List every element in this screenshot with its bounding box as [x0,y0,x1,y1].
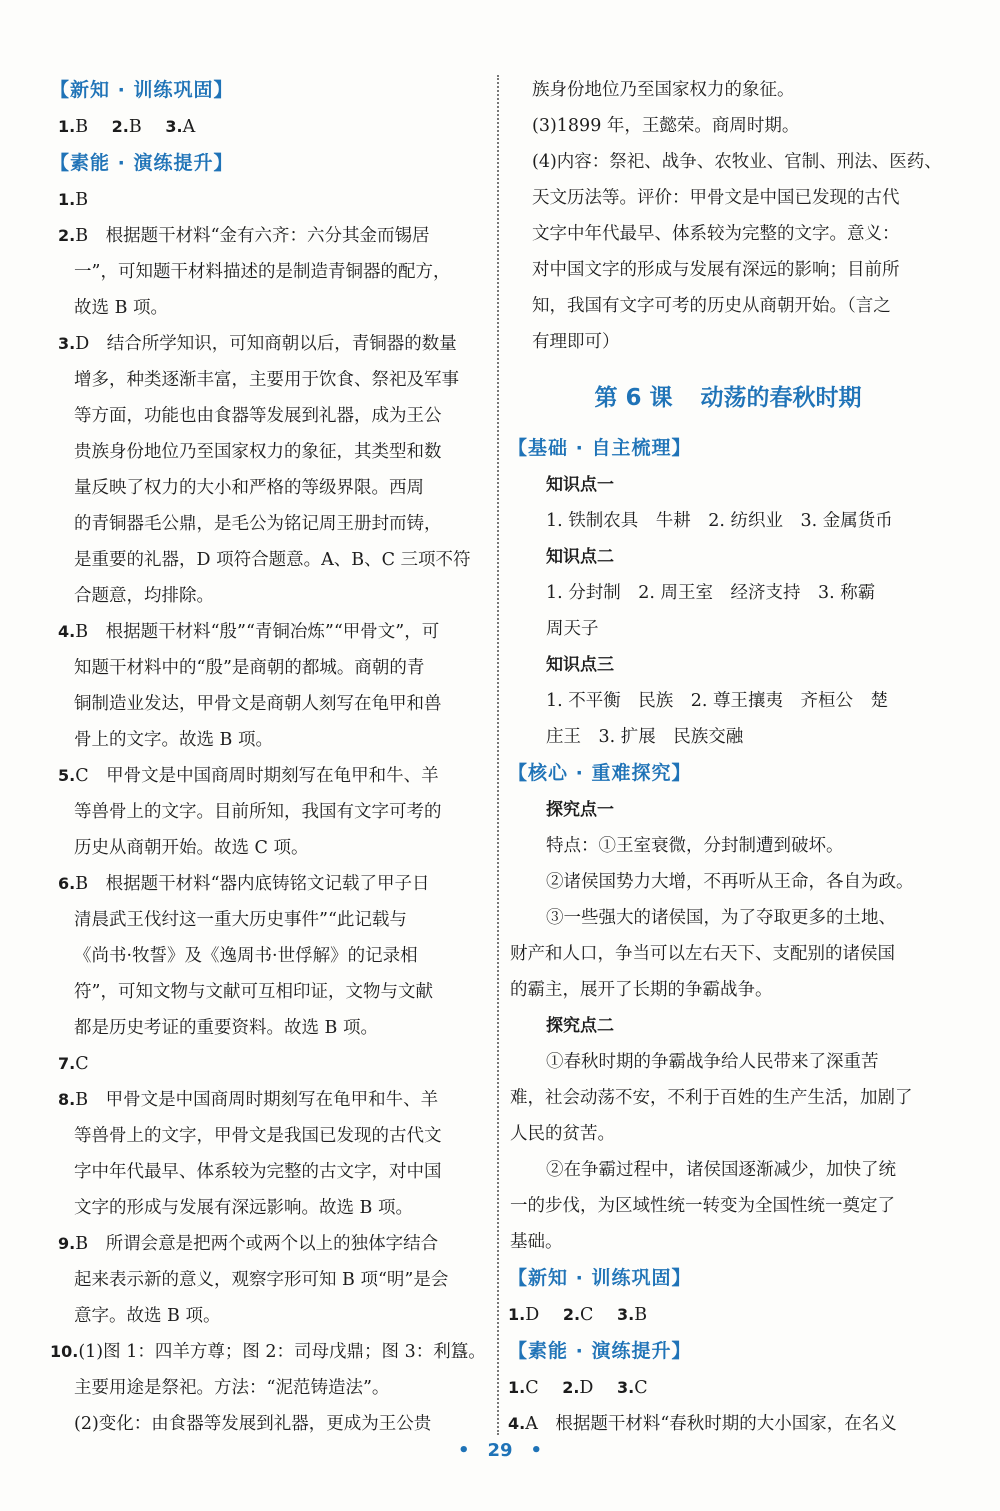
knowledge-point-1-title: 知识点一 [546,475,614,495]
xinzhi-answers-left: 1.B 2.B 3.A [58,117,196,137]
inquiry-point-2-line-1: ①春秋时期的争霸战争给人民带来了深重苦 [546,1052,879,1072]
answer-item-7: 7.C [58,1054,89,1074]
answer-item-3: 3.D 结合所学知识，可知商朝以后，青铜器的数量 增多，种类逐渐丰富，主要用于饮食、祭祀及军事 等方面，功能也由食器等发展到礼器，成为王公 贵族身份地位乃至国家权力的象征，其类型和数 量反映了权力的大小和严格的等级界限。西周 的青铜器毛公鼎，是毛公为铭记周王册封而铸， 是重要的礼器，D 项符合题意。A、B、C 三项不符 合题意，均排除。 [58,334,471,606]
inquiry-point-1-line-1: 特点：①王室衰微，分封制遭到破坏。 [546,836,844,856]
inquiry-point-2-title: 探究点二 [546,1016,614,1036]
answer-item-4: 4.B 根据题干材料“殷”“青铜冶炼”“甲骨文”，可 知题干材料中的“殷”是商朝的都城。商朝的青 铜制造业发达，甲骨文是商朝人刻写在龟甲和兽 骨上的文字。故选 B 项。 [58,622,442,750]
inquiry-point-1-line-5: 的霸主，展开了长期的争霸战争。 [510,980,773,1000]
answer-item-8: 8.B 甲骨文是中国商周时期刻写在龟甲和牛、羊 等兽骨上的文字，甲骨文是我国已发现的古代文 字中年代最早、体系较为完整的古文字，对中国 文字的形成与发展有深远影响。故选 B 项。 [58,1090,442,1218]
section-header-suneng: 【素能 · 演练提升】 [50,152,234,174]
answer-item-10-continued: 族身份地位乃至国家权力的象征。 (3)1899 年，王懿荣。商周时期。 (4)内容：祭祀、战争、农牧业、官制、刑法、医药、 天文历法等。评价：甲骨文是中国已发现的古代 文字中年代最早、体系较为完整的文字。意义： 对中国文字的形成与发展有深远的影响；目前所 知，我国有文字可考的历史从商朝开始。（言之 有理即可） [532,80,942,352]
answer-item-10: 10.(1)图 1：四羊方尊；图 2：司母戊鼎；图 3：利簋。 主要用途是祭祀。方法：“泥范铸造法”。 (2)变化：由食器等发展到礼器，更成为王公贵 [50,1342,486,1434]
right-column [508,72,948,1442]
inquiry-point-2-line-4: ②在争霸过程中，诸侯国逐渐减少，加快了统 [546,1160,896,1180]
inquiry-point-1-line-4: 财产和人口，争当可以左右天下、支配别的诸侯国 [510,944,895,964]
knowledge-point-3-title: 知识点三 [546,655,614,675]
section-header-suneng-right: 【素能 · 演练提升】 [508,1340,692,1362]
section-header-xinzhi-right: 【新知 · 训练巩固】 [508,1267,692,1289]
inquiry-point-1-line-3: ③一些强大的诸侯国，为了夺取更多的土地、 [546,908,896,928]
section-header-hexin: 【核心 · 重难探究】 [508,762,692,784]
answer-item-1: 1.B [58,190,89,210]
lesson-title: 第 6 课 动荡的春秋时期 [594,385,862,411]
answer-item-9: 9.B 所谓会意是把两个或两个以上的独体字结合 起来表示新的意义，观察字形可知 B 项“明”是会 意字。故选 B 项。 [58,1234,449,1326]
knowledge-point-3-line-2: 庄王 3. 扩展 民族交融 [546,727,744,747]
knowledge-point-2-title: 知识点二 [546,547,614,567]
page-number: • 29 • [457,1440,543,1461]
inquiry-point-2-line-2: 难，社会动荡不安，不利于百姓的生产生活，加剧了 [510,1088,913,1108]
inquiry-point-2-line-5: 一的步伐，为区域性统一转变为全国性统一奠定了 [510,1196,895,1216]
inquiry-point-2-line-3: 人民的贫苦。 [510,1124,615,1144]
suneng-answers-right: 1.C 2.D 3.C [508,1378,648,1398]
inquiry-point-2-line-6: 基础。 [510,1232,563,1252]
left-column [50,72,490,1442]
knowledge-point-2-line-1: 1. 分封制 2. 周王室 经济支持 3. 称霸 [546,583,876,603]
answer-item-5: 5.C 甲骨文是中国商周时期刻写在龟甲和牛、羊 等兽骨上的文字。目前所知，我国有文字可考的 历史从商朝开始。故选 C 项。 [58,766,442,858]
knowledge-point-3-line-1: 1. 不平衡 民族 2. 尊王攘夷 齐桓公 楚 [546,691,889,711]
column-divider [497,75,499,1435]
answer-item-2: 2.B 根据题干材料“金有六齐：六分其金而锡居 一”，可知题干材料描述的是制造青铜器的配方， 故选 B 项。 [58,226,451,318]
knowledge-point-1-answers: 1. 铁制农具 牛耕 2. 纺织业 3. 金属货币 [546,511,893,531]
knowledge-point-2-line-2: 周天子 [546,619,599,639]
inquiry-point-1-title: 探究点一 [546,800,614,820]
section-header-xinzhi: 【新知 · 训练巩固】 [50,79,234,101]
suneng-item-4: 4.A 根据题干材料“春秋时期的大小国家，在名义 [508,1414,897,1434]
inquiry-point-1-line-2: ②诸侯国势力大增，不再听从王命，各自为政。 [546,872,914,892]
xinzhi-answers-right: 1.D 2.C 3.B [508,1305,648,1325]
answer-item-6: 6.B 根据题干材料“器内底铸铭文记载了甲子日 清晨武王伐纣这一重大历史事件”“此记载与 《尚书·牧誓》及《逸周书·世俘解》的记录相 符”，可知文物与文献可互相印证，文物与文献 都是历史考证的重要资料。故选 B 项。 [58,874,433,1038]
section-header-jichu: 【基础 · 自主梳理】 [508,437,692,459]
